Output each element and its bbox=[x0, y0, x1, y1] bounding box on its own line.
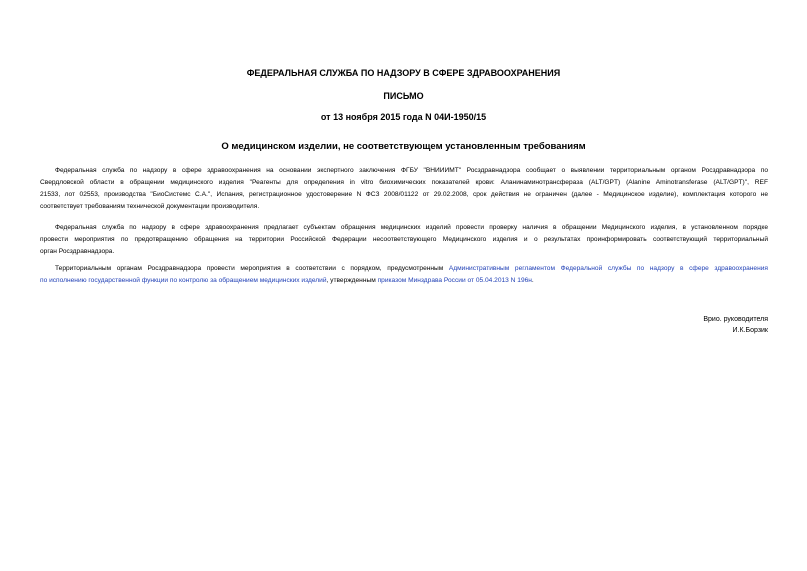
body-paragraph-3 bbox=[40, 263, 768, 289]
signatory-name: И.К.Борзик bbox=[732, 327, 768, 334]
order-link[interactable]: приказом Минздрава России от 05.04.2013 N 196н bbox=[377, 277, 532, 284]
document-subject: О медицинском изделии, не соответствующем установленным требованиям bbox=[221, 141, 586, 152]
paragraph-line: орган Росздравнадзора. bbox=[40, 248, 115, 255]
body-paragraph-1 bbox=[40, 165, 768, 215]
paragraph-line: Федеральная служба по надзору в сфере здравоохранения предлагает субъектам обращения медицинских изделий провести проверку наличия в обращении Медицинского изделия, в установленном порядке bbox=[55, 224, 768, 231]
paragraph-text: . bbox=[531, 277, 534, 284]
paragraph-text: , утвержденным bbox=[326, 277, 378, 284]
paragraph-line: соответствует требованиям технической документации производителя. bbox=[40, 203, 260, 210]
agency-title: ФЕДЕРАЛЬНАЯ СЛУЖБА ПО НАДЗОРУ В СФЕРЕ ЗДРАВООХРАНЕНИЯ bbox=[246, 68, 561, 78]
paragraph-text: Территориальным органам Росздравнадзора провести мероприятия в соответствии с порядком, предусмотренным bbox=[55, 265, 449, 272]
paragraph-line: 21533, лот 02553, производства "БиоСистемс С.А.", Испания, регистрационное удостоверение N ФСЗ 2008/01122 от 29.02.2008, срок действия не ограничен (далее - Медицинское изделие), комплектация которого не bbox=[40, 191, 768, 198]
regulation-link-continued[interactable]: по исполнению государственной функции по контролю за обращением медицинских изделий bbox=[40, 277, 327, 284]
paragraph-line: Федеральная служба по надзору в сфере здравоохранения на основании экспертного заключения ФГБУ "ВНИИИМТ" Росздравнадзора сообщает о выявлении территориальным органом Росздравнадзора по bbox=[55, 167, 768, 174]
paragraph-line bbox=[40, 275, 768, 287]
document-date-number: от 13 ноября 2015 года N 04И-1950/15 bbox=[320, 112, 487, 122]
paragraph-line: провести мероприятия по предотвращению обращения на территории Российской Федерации несоответствующего Медицинского изделия и о результатах проинформировать соответствующий территориальный bbox=[40, 236, 768, 243]
paragraph-line bbox=[40, 263, 768, 275]
document-type: ПИСЬМО bbox=[383, 91, 424, 101]
body-paragraph-2 bbox=[40, 222, 768, 260]
paragraph-line: Свердловской области в обращении медицинского изделия "Реагенты для определения in vitro биохимических показателей крови: Аланинаминотрансфераза (ALT/GPT) (Alanine Aminotransferase (ALT/GPT)", REF bbox=[40, 179, 768, 186]
signatory-title: Врио. руководителя bbox=[703, 316, 768, 323]
regulation-link[interactable]: Административным регламентом Федеральной службы по надзору в сфере здравоохранения bbox=[448, 265, 768, 272]
